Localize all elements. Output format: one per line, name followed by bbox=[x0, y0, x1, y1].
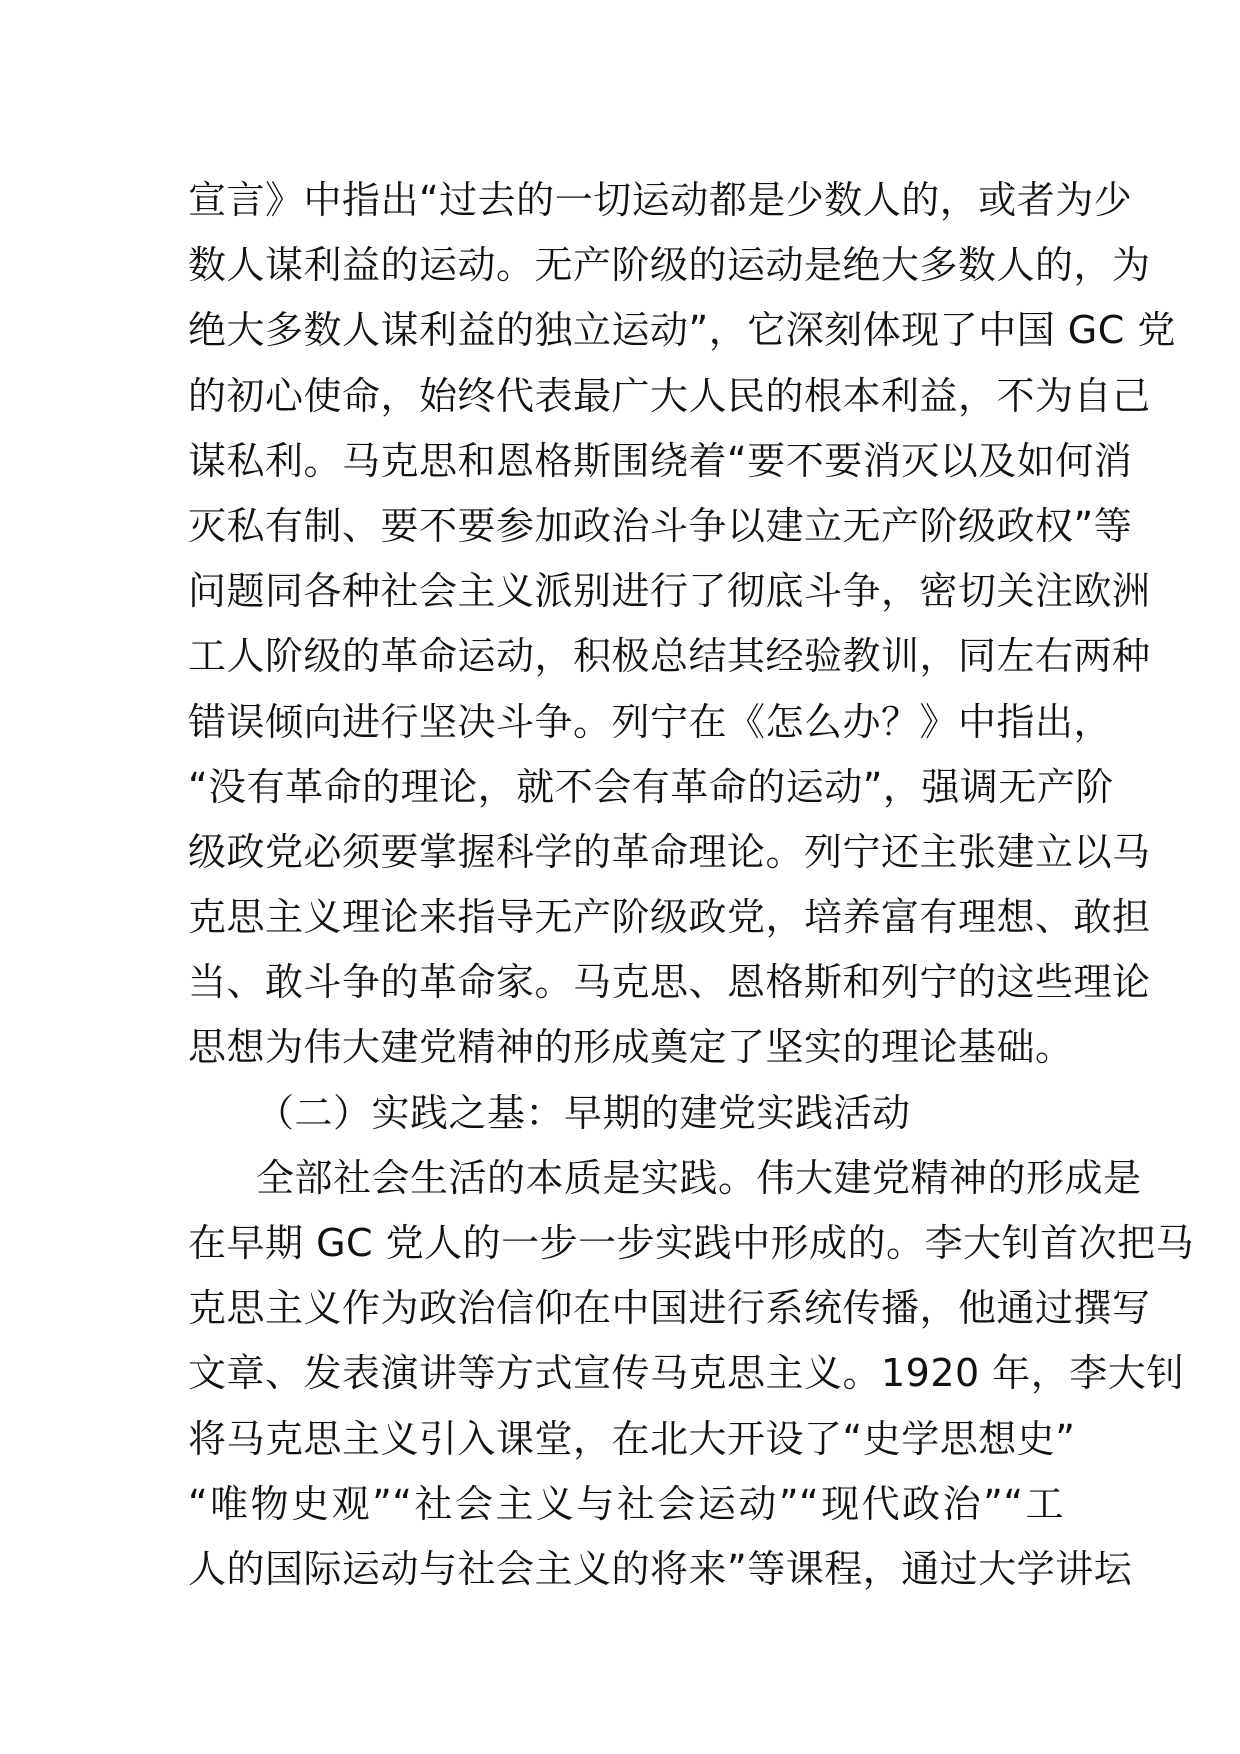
text-line: 思想为伟大建党精神的形成奠定了坚实的理论基础。 bbox=[188, 1025, 1074, 1070]
text-line: 人的国际运动与社会主义的将来”等课程，通过大学讲坛 bbox=[188, 1546, 1133, 1591]
paragraph-first-line: 全部社会生活的本质是实践。伟大建党精神的形成是 bbox=[256, 1155, 1142, 1200]
text-line: 数人谋利益的运动。无产阶级的运动是绝大多数人的，为 bbox=[188, 243, 1151, 288]
text-line: 文章、发表演讲等方式宣传马克思主义。1920 年，李大钊 bbox=[188, 1351, 1185, 1396]
text-line: 当、敢斗争的革命家。马克思、恩格斯和列宁的这些理论 bbox=[188, 960, 1151, 1005]
text-line: “唯物史观”“社会主义与社会运动”“现代政治”“工 bbox=[188, 1481, 1064, 1526]
text-line: 将马克思主义引入课堂，在北大开设了“史学思想史” bbox=[188, 1416, 1076, 1461]
text-line: 灭私有制、要不要参加政治斗争以建立无产阶级政权”等 bbox=[188, 503, 1133, 548]
text-line: 级政党必须要掌握科学的革命理论。列宁还主张建立以马 bbox=[188, 829, 1151, 874]
text-line: 问题同各种社会主义派别进行了彻底斗争，密切关注欧洲 bbox=[188, 569, 1151, 614]
text-line: 宣言》中指出“过去的一切运动都是少数人的，或者为少 bbox=[188, 178, 1133, 222]
text-line: 绝大多数人谋利益的独立运动”，它深刻体现了中国 GC 党 bbox=[188, 308, 1176, 353]
text-line: 谋私利。马克思和恩格斯围绕着“要不要消灭以及如何消 bbox=[188, 438, 1133, 483]
text-line: 的初心使命，始终代表最广大人民的根本利益，不为自己 bbox=[188, 373, 1151, 418]
text-line: “没有革命的理论，就不会有革命的运动”，强调无产阶 bbox=[188, 764, 1114, 809]
section-heading: （二）实践之基：早期的建党实践活动 bbox=[256, 1090, 911, 1135]
text-line: 工人阶级的革命运动，积极总结其经验教训，同左右两种 bbox=[188, 634, 1151, 679]
text-line: 在早期 GC 党人的一步一步实践中形成的。李大钊首次把马 bbox=[188, 1221, 1195, 1265]
body-text bbox=[188, 168, 1195, 1602]
text-line: 错误倾向进行坚决斗争。列宁在《怎么办？》中指出， bbox=[188, 699, 1113, 744]
text-line: 克思主义理论来指导无产阶级政党，培养富有理想、敢担 bbox=[188, 895, 1151, 940]
text-line: 克思主义作为政治信仰在中国进行系统传播，他通过撰写 bbox=[188, 1286, 1151, 1331]
